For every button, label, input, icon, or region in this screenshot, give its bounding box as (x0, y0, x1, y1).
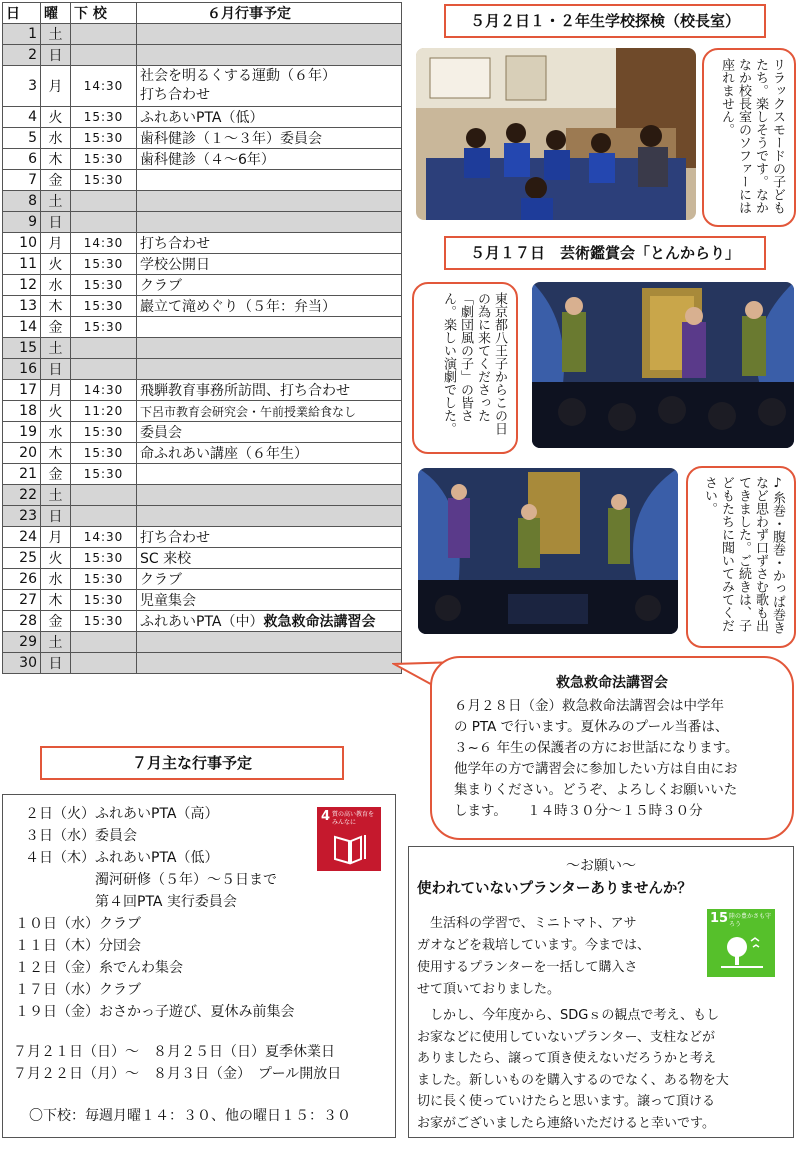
table-row (3, 548, 402, 569)
day-cell: 2 (3, 45, 41, 66)
july-events-list (15, 803, 295, 1023)
event-cell (137, 45, 402, 66)
event-cell (137, 443, 402, 464)
weekday-cell: 火 (41, 548, 71, 569)
caption-bubble-songs (686, 466, 796, 648)
weekday-cell: 日 (41, 45, 71, 66)
table-row (3, 45, 402, 66)
table-row (3, 191, 402, 212)
dismissal-time-cell: 14:30 (71, 527, 137, 548)
table-row (3, 590, 402, 611)
event-cell (137, 527, 402, 548)
dismissal-time-cell: 15:30 (71, 296, 137, 317)
table-row (3, 212, 402, 233)
event-text: 打ち合わせ (140, 530, 210, 546)
day-cell: 5 (3, 128, 41, 149)
first-aid-line: の PTA で行います。夏休みのプール当番は、 (454, 719, 729, 735)
event-cell (137, 506, 402, 527)
dismissal-time-cell: 14:30 (71, 233, 137, 254)
weekday-cell: 水 (41, 422, 71, 443)
july-event: ３日（水）委員会 (25, 828, 137, 844)
caption-bubble-school-tour (702, 48, 796, 227)
request-line: 使用するプランターを一括して購入さ (417, 960, 638, 975)
table-row (3, 170, 402, 191)
day-cell: 6 (3, 149, 41, 170)
request-heading: ～お願い～ (566, 858, 636, 874)
day-cell: 29 (3, 632, 41, 653)
sdg4-label: 質の高い教育をみんなに (332, 811, 375, 826)
photo-principal-office (416, 48, 696, 220)
event-cell (137, 66, 402, 107)
day-cell: 16 (3, 359, 41, 380)
table-row (3, 275, 402, 296)
dismissal-time-cell (71, 212, 137, 233)
table-row (3, 359, 402, 380)
event-cell (137, 653, 402, 674)
event-cell (137, 485, 402, 506)
july-event: １９日（金）おさかっ子遊び、夏休み前集会 (15, 1004, 295, 1020)
photo-theater-stage-1 (532, 282, 794, 448)
event-text: 歯科健診（１～３年）委員会 (140, 131, 322, 147)
book-icon (331, 833, 369, 865)
july-events-box (2, 794, 396, 1138)
dismissal-time-cell: 15:30 (71, 569, 137, 590)
day-cell: 27 (3, 590, 41, 611)
dismissal-time-cell: 15:30 (71, 317, 137, 338)
weekday-cell: 月 (41, 527, 71, 548)
event-cell (137, 590, 402, 611)
table-row (3, 611, 402, 632)
table-row (3, 233, 402, 254)
weekday-cell: 火 (41, 107, 71, 128)
first-aid-line: 集まりください。どうぞ、よろしくお願いいた (454, 782, 738, 798)
day-cell: 17 (3, 380, 41, 401)
event-cell (137, 611, 402, 632)
weekday-cell: 木 (41, 296, 71, 317)
table-row (3, 317, 402, 338)
event-cell (137, 464, 402, 485)
dismissal-time-cell (71, 506, 137, 527)
pool-open-period: ７月２２日（月）～ ８月３日（金） プール開放日 (13, 1066, 342, 1082)
weekday-cell: 水 (41, 128, 71, 149)
weekday-cell: 土 (41, 24, 71, 45)
event-cell (137, 191, 402, 212)
weekday-cell: 月 (41, 233, 71, 254)
july-event: ４日（木）ふれあいPTA（低） (25, 850, 219, 866)
first-aid-title: 救急救命法講習会 (556, 675, 668, 691)
dismissal-time-cell: 15:30 (71, 254, 137, 275)
july-event: ２日（火）ふれあいPTA（高） (25, 806, 219, 822)
weekday-cell: 日 (41, 653, 71, 674)
day-cell: 14 (3, 317, 41, 338)
event-cell (137, 149, 402, 170)
weekday-cell: 土 (41, 191, 71, 212)
caption-theater: 東京都八王子からこの日の為に来てくださった「劇団風の子」の皆さん。楽しい演劇でした。 (441, 292, 507, 435)
request-line: お家がございましたら連絡いただけると幸いです。 (417, 1115, 715, 1131)
event-cell (137, 170, 402, 191)
weekday-cell: 水 (41, 569, 71, 590)
event-cell (137, 275, 402, 296)
table-row (3, 149, 402, 170)
dismissal-time-cell: 15:30 (71, 443, 137, 464)
photo-theater-stage-1-illustration (532, 282, 794, 448)
july-event: １２日（金）糸でんわ集会 (15, 960, 183, 976)
table-row (3, 296, 402, 317)
request-paragraph-1 (417, 913, 650, 1001)
caption-songs: ♪糸巻・腹巻・かっぱ巻きなど思わず口ずさむ歌も出てきました。ご続きは、子どもたちに聞いてみてください。 (702, 476, 785, 634)
event-text: ふれあいPTA（中） (140, 614, 264, 630)
day-cell: 21 (3, 464, 41, 485)
dismissal-time-cell (71, 45, 137, 66)
table-row (3, 632, 402, 653)
event-text: 学校公開日 (140, 257, 210, 273)
request-subheading: 使われていないプランターありませんか？ (417, 881, 692, 897)
table-row (3, 464, 402, 485)
day-cell: 20 (3, 443, 41, 464)
request-line: せて頂いておりました。 (417, 982, 561, 997)
weekday-cell: 日 (41, 212, 71, 233)
dismissal-time-cell (71, 632, 137, 653)
weekday-cell: 木 (41, 590, 71, 611)
dismissal-time-cell: 15:30 (71, 590, 137, 611)
sdg4-number: 4 (321, 809, 331, 824)
day-cell: 22 (3, 485, 41, 506)
dismissal-time-cell (71, 24, 137, 45)
table-row (3, 569, 402, 590)
day-cell: 25 (3, 548, 41, 569)
event-text: 飛騨教育事務所訪問、打ち合わせ (140, 383, 350, 399)
event-text: 下呂市教育会研究会・午前授業給食なし (140, 404, 357, 419)
dismissal-time-cell: 15:30 (71, 611, 137, 632)
day-cell: 24 (3, 527, 41, 548)
day-cell: 13 (3, 296, 41, 317)
day-cell: 15 (3, 338, 41, 359)
request-line: 生活科の学習で、ミニトマト、アサ (417, 916, 637, 931)
event-text: クラブ (140, 278, 182, 294)
weekday-cell: 火 (41, 254, 71, 275)
schedule-body (3, 24, 402, 674)
header-weekday: 曜 (41, 3, 71, 24)
weekday-cell: 金 (41, 170, 71, 191)
day-cell: 8 (3, 191, 41, 212)
dismissal-time-cell (71, 359, 137, 380)
day-cell: 28 (3, 611, 41, 632)
day-cell: 7 (3, 170, 41, 191)
caption-bubble-theater (412, 282, 518, 454)
dismissal-time-cell: 15:30 (71, 275, 137, 296)
request-line: 切に長く使っていけたらと思います。譲って頂ける (417, 1094, 715, 1109)
dismissal-time-cell: 11:20 (71, 401, 137, 422)
first-aid-body (432, 692, 792, 822)
news-title-art-appreciation: ５月１７日 芸術鑑賞会「とんからり」 (444, 236, 766, 270)
dismissal-time-cell: 15:30 (71, 170, 137, 191)
dismissal-time-cell (71, 338, 137, 359)
photo-theater-stage-2-illustration (418, 468, 678, 634)
event-cell (137, 296, 402, 317)
caption-school-tour: リラックスモードの子どもたち。楽しそうです。なかなか校長室のソファーには座れません。 (719, 58, 785, 214)
july-event: 第４回PTA 実行委員会 (25, 894, 237, 910)
weekday-cell: 金 (41, 464, 71, 485)
july-title: ７月主な行事予定 (40, 746, 344, 780)
weekday-cell: 土 (41, 632, 71, 653)
day-cell: 3 (3, 66, 41, 107)
day-cell: 11 (3, 254, 41, 275)
request-line: お家などに使用していないプランター、支柱などが (417, 1029, 715, 1045)
june-schedule-table (2, 2, 402, 674)
event-cell (137, 24, 402, 45)
table-row (3, 380, 402, 401)
header-day: 日 (3, 3, 41, 24)
table-header-row (3, 3, 402, 24)
sdg15-number: 15 (710, 911, 729, 926)
weekday-cell: 日 (41, 506, 71, 527)
dismissal-time-cell (71, 191, 137, 212)
event-text: 命ふれあい講座（６年生） (140, 446, 308, 462)
sdg15-label: 陸の豊かさも守ろう (729, 913, 772, 928)
request-box (408, 846, 794, 1138)
table-row (3, 485, 402, 506)
event-text: SC 来校 (140, 551, 192, 567)
dismissal-time-cell (71, 485, 137, 506)
event-cell (137, 254, 402, 275)
event-cell (137, 359, 402, 380)
event-cell (137, 338, 402, 359)
july-event: １０日（水）クラブ (15, 916, 141, 932)
dismissal-time-cell: 15:30 (71, 149, 137, 170)
event-cell (137, 548, 402, 569)
event-cell (137, 233, 402, 254)
news-title-school-tour: ５月２日１・２年生学校探検（校長室） (444, 4, 766, 38)
dismissal-time-cell: 15:30 (71, 464, 137, 485)
dismissal-time-cell: 14:30 (71, 380, 137, 401)
request-line: しかし、今年度から、SDGｓの観点で考え、もし (417, 1008, 720, 1023)
table-row (3, 506, 402, 527)
table-row (3, 443, 402, 464)
request-line: ありましたら、譲って頂き使えないだろうかと考え (417, 1051, 717, 1066)
day-cell: 30 (3, 653, 41, 674)
weekday-cell: 木 (41, 149, 71, 170)
table-row (3, 107, 402, 128)
weekday-cell: 日 (41, 359, 71, 380)
event-text: ふれあいPTA（低） (140, 110, 264, 126)
summer-vacation-period: ７月２１日（日）～ ８月２５日（日）夏季休業日 (13, 1044, 335, 1060)
weekday-cell: 木 (41, 443, 71, 464)
table-row (3, 338, 402, 359)
event-text: 委員会 (140, 425, 182, 441)
event-text: 打ち合わせ (140, 236, 210, 252)
weekday-cell: 金 (41, 611, 71, 632)
event-text: 社会を明るくする運動（６年） (140, 68, 336, 84)
photo-theater-stage-2 (418, 468, 678, 634)
header-june-events: ６月行事予定 (137, 3, 402, 24)
event-cell (137, 317, 402, 338)
table-row (3, 422, 402, 443)
day-cell: 23 (3, 506, 41, 527)
event-text-line2: 打ち合わせ (140, 87, 210, 103)
tree-icon (719, 933, 765, 973)
first-aid-line: ６月２８日（金）救急救命法講習会は中学年 (454, 698, 724, 714)
day-cell: 4 (3, 107, 41, 128)
event-cell (137, 128, 402, 149)
day-cell: 18 (3, 401, 41, 422)
event-cell (137, 107, 402, 128)
day-cell: 10 (3, 233, 41, 254)
dismissal-time-cell: 14:30 (71, 66, 137, 107)
photo-principal-office-illustration (416, 48, 696, 220)
table-row (3, 527, 402, 548)
dismissal-time-cell: 15:30 (71, 107, 137, 128)
sdg4-badge (317, 807, 381, 871)
table-row (3, 254, 402, 275)
dismissal-times: 〇下校：毎週月曜１４：３０、他の曜日１５：３０ (29, 1108, 351, 1124)
event-cell (137, 401, 402, 422)
event-cell (137, 569, 402, 590)
event-cell (137, 632, 402, 653)
first-aid-line: します。 １４時３０分～１５時３０分 (454, 803, 703, 819)
day-cell: 19 (3, 422, 41, 443)
table-row (3, 653, 402, 674)
july-event: １７日（水）クラブ (15, 982, 141, 998)
event-text: 児童集会 (140, 593, 196, 609)
event-cell (137, 212, 402, 233)
event-text: クラブ (140, 572, 182, 588)
event-cell (137, 422, 402, 443)
table-row (3, 401, 402, 422)
july-event: １１日（木）分団会 (15, 938, 141, 954)
weekday-cell: 水 (41, 275, 71, 296)
header-dismissal: 下 校 (71, 3, 137, 24)
event-text: 巖立て滝めぐり（５年：弁当） (140, 299, 336, 315)
dismissal-time-cell: 15:30 (71, 548, 137, 569)
request-paragraph-2 (417, 1005, 729, 1134)
first-aid-line: 他学年の方で講習会に参加したい方は自由にお (454, 761, 738, 777)
dismissal-time-cell: 15:30 (71, 128, 137, 149)
request-line: ガオなどを栽培しています。今までは、 (417, 938, 650, 953)
weekday-cell: 火 (41, 401, 71, 422)
weekday-cell: 月 (41, 380, 71, 401)
weekday-cell: 土 (41, 485, 71, 506)
july-event: 濁河研修（５年）～５日まで (25, 872, 277, 888)
weekday-cell: 土 (41, 338, 71, 359)
event-text: 歯科健診（４～6年） (140, 152, 275, 168)
event-text-emphasis: 救急救命法講習会 (263, 614, 376, 630)
day-cell: 12 (3, 275, 41, 296)
first-aid-line: ３~６ 年生の保護者の方にお世話になります。 (454, 740, 739, 756)
day-cell: 1 (3, 24, 41, 45)
dismissal-time-cell: 15:30 (71, 422, 137, 443)
sdg15-badge (707, 909, 775, 977)
table-row (3, 128, 402, 149)
event-cell (137, 380, 402, 401)
request-line: ました。新しいものを購入するのでなく、ある物を大 (417, 1072, 729, 1088)
weekday-cell: 金 (41, 317, 71, 338)
day-cell: 26 (3, 569, 41, 590)
day-cell: 9 (3, 212, 41, 233)
table-row (3, 66, 402, 107)
first-aid-notice-bubble (430, 656, 794, 840)
weekday-cell: 月 (41, 66, 71, 107)
dismissal-time-cell (71, 653, 137, 674)
table-row (3, 24, 402, 45)
